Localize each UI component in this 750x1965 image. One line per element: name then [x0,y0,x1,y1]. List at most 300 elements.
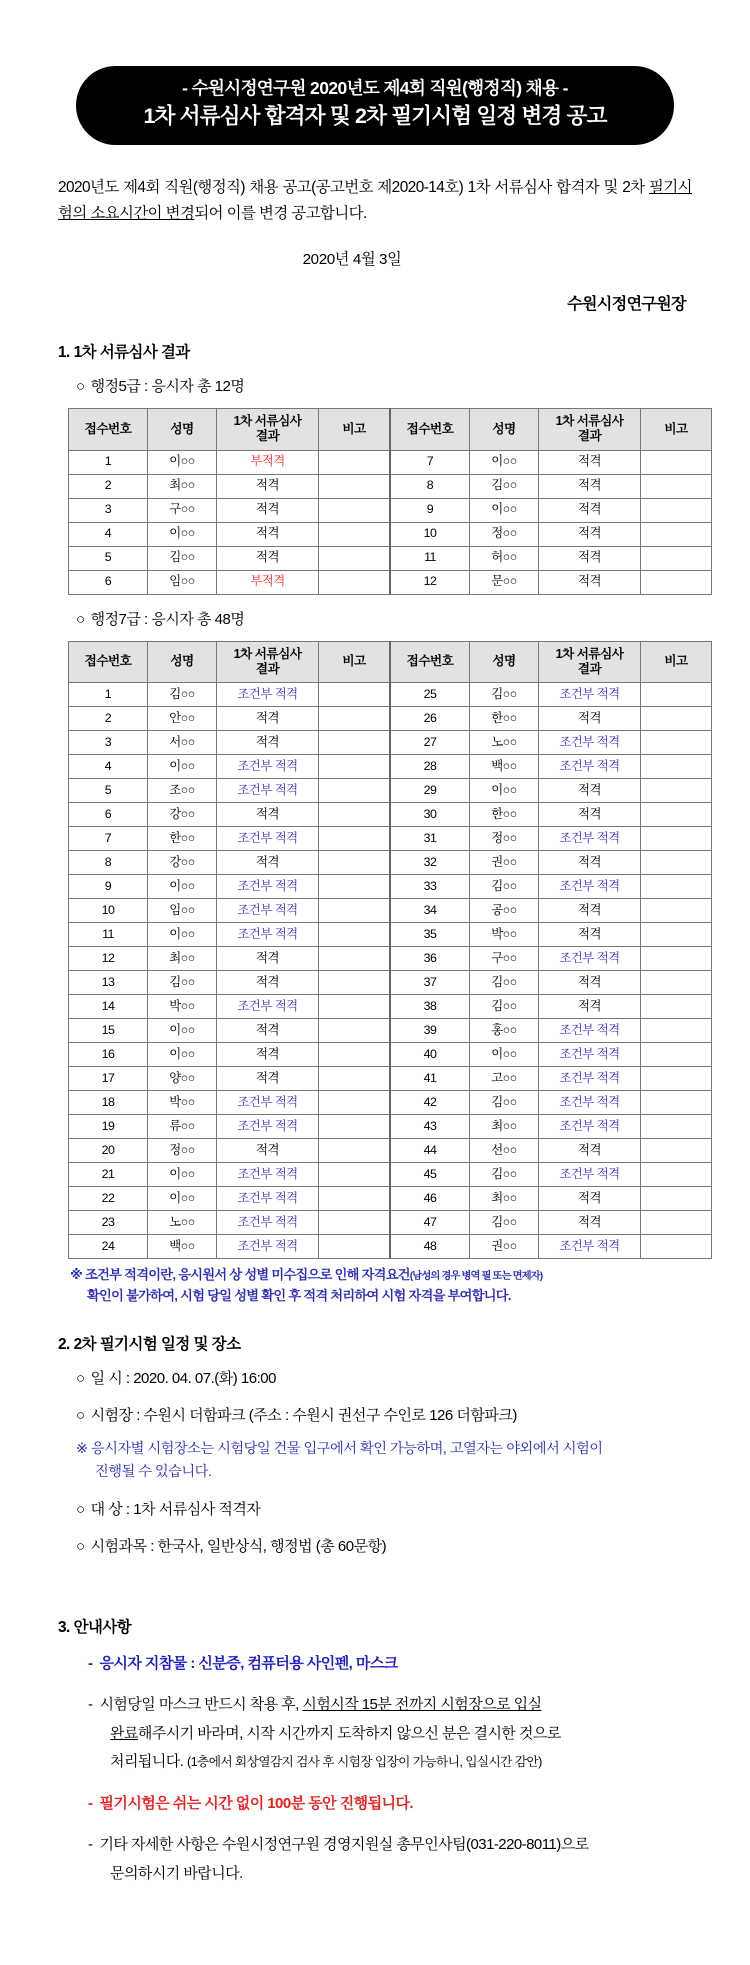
asterisk-mark-icon: ※ [70,1267,83,1283]
group-b-label-row [76,608,692,632]
cell-note-left [319,546,391,570]
issuing-organization: 수원시정연구원장 [567,295,686,313]
table-row [69,923,712,947]
cell-result-right: 조건부 적격 [539,1043,641,1067]
cell-result-left: 조건부 적격 [217,1235,319,1259]
cell-result-left: 조건부 적격 [217,683,319,707]
cell-receipt-no-left: 24 [69,1235,148,1259]
footnote-small-note: (남성의 경우 병역 필 또는 면제자) [409,1271,543,1283]
table-row [69,731,712,755]
cell-receipt-no-right: 35 [390,923,470,947]
cell-result-left: 적격 [217,731,319,755]
cell-name-left: 박○○ [148,995,217,1019]
cell-receipt-no-left: 4 [69,522,148,546]
cell-result-right: 적격 [539,707,641,731]
cell-note-left [319,827,391,851]
cell-note-right [641,1187,712,1211]
required-items-row [88,1650,692,1679]
cell-name-right: 박○○ [470,923,539,947]
cell-receipt-no-left: 15 [69,1019,148,1043]
cell-name-left: 임○○ [148,570,217,594]
cell-receipt-no-left: 6 [69,570,148,594]
cell-result-right: 조건부 적격 [539,875,641,899]
group-a-label-row [76,375,692,399]
banner-title: 1차 서류심사 합격자 및 2차 필기시험 일정 변경 공고 [143,104,607,129]
cell-name-right: 정○○ [470,522,539,546]
cell-name-left: 이○○ [148,875,217,899]
cell-name-right: 문○○ [470,570,539,594]
cell-name-left: 정○○ [148,1139,217,1163]
th-result-left-line2: 결과 [255,429,280,444]
cell-result-right: 조건부 적격 [539,683,641,707]
cell-note-right [641,683,712,707]
cell-note-left [319,899,391,923]
cell-name-left: 이○○ [148,522,217,546]
cell-receipt-no-right: 12 [390,570,470,594]
required-items-text: 응시자 지참물 : 신분증, 컴퓨터용 사인펜, 마스크 [99,1654,398,1672]
cell-receipt-no-right: 27 [390,731,470,755]
dash-bullet-icon: - [88,1836,93,1854]
cell-name-right: 선○○ [470,1139,539,1163]
cell-receipt-no-left: 1 [69,683,148,707]
entry-notice-third-line [88,1748,692,1777]
cell-result-left: 적격 [217,498,319,522]
table-row [69,803,712,827]
exam-subjects: 시험과목 : 한국사, 일반상식, 행정법 (총 60문항) [90,1537,387,1555]
cell-note-left [319,1235,391,1259]
cell-note-left [319,971,391,995]
cell-note-left [319,1187,391,1211]
table-header-row [69,641,712,683]
exam-venue-row [76,1404,692,1428]
cell-result-right: 조건부 적격 [539,1235,641,1259]
cell-result-right: 조건부 적격 [539,827,641,851]
cell-name-right: 김○○ [470,1091,539,1115]
circle-bullet-icon: ○ [76,377,85,395]
cell-receipt-no-right: 32 [390,851,470,875]
cell-result-left: 적격 [217,522,319,546]
th-result-left-line1: 1차 서류심사 [233,646,302,661]
intro-paragraph [58,175,692,228]
cell-note-left [319,1211,391,1235]
cell-name-left: 박○○ [148,1091,217,1115]
cell-note-right [641,827,712,851]
cell-result-right: 적격 [539,450,641,474]
cell-name-left: 강○○ [148,851,217,875]
cell-receipt-no-left: 5 [69,779,148,803]
cell-result-right: 적격 [539,474,641,498]
cell-result-left: 조건부 적격 [217,755,319,779]
cell-result-left: 조건부 적격 [217,1187,319,1211]
cell-receipt-no-right: 33 [390,875,470,899]
cell-note-left [319,755,391,779]
title-banner [76,66,674,145]
contact-line2: 문의하시기 바랍니다. [110,1864,243,1882]
cell-result-left: 조건부 적격 [217,1211,319,1235]
cell-note-right [641,1235,712,1259]
cell-receipt-no-right: 44 [390,1139,470,1163]
cell-result-left: 조건부 적격 [217,995,319,1019]
exam-datetime-row [76,1367,692,1391]
cell-note-left [319,474,391,498]
cell-result-right: 적격 [539,995,641,1019]
cell-result-left: 조건부 적격 [217,1163,319,1187]
entry-notice-underline1: 시험시작 15분 전까지 시험장으로 입실 [302,1696,542,1714]
cell-name-left: 강○○ [148,803,217,827]
contact-line1: 기타 자세한 사항은 수원시정연구원 경영지원실 총무인사팀(031-220-8011)으로 [99,1836,589,1854]
cell-receipt-no-right: 10 [390,522,470,546]
cell-name-right: 이○○ [470,498,539,522]
circle-bullet-icon: ○ [76,1500,85,1518]
cell-note-left [319,1091,391,1115]
cell-name-right: 정○○ [470,827,539,851]
cell-result-left: 조건부 적격 [217,779,319,803]
cell-name-right: 노○○ [470,731,539,755]
entry-time-notice-row [88,1691,692,1777]
cell-receipt-no-left: 1 [69,450,148,474]
cell-result-left: 적격 [217,803,319,827]
exam-target-row [76,1498,692,1522]
cell-receipt-no-right: 43 [390,1115,470,1139]
exam-subjects-row [76,1535,692,1559]
th-note-left: 비고 [319,408,391,450]
cell-result-left: 조건부 적격 [217,899,319,923]
cell-receipt-no-left: 11 [69,923,148,947]
th-receipt-no-right: 접수번호 [390,408,470,450]
cell-receipt-no-left: 8 [69,851,148,875]
table-row [69,1163,712,1187]
intro-text-part1: 2020년도 제4회 직원(행정직) 채용 공고(공고번호 제2020-14호) 1차 서류심사 합격자 및 2차 [58,178,650,196]
th-name-left: 성명 [148,641,217,683]
table-row [69,1139,712,1163]
cell-name-left: 이○○ [148,755,217,779]
cell-note-left [319,731,391,755]
th-result-right [539,408,641,450]
cell-result-left: 적격 [217,1139,319,1163]
th-receipt-no-right: 접수번호 [390,641,470,683]
cell-note-right [641,755,712,779]
exam-target: 대 상 : 1차 서류심사 적격자 [90,1500,261,1518]
cell-note-right [641,450,712,474]
cell-result-left: 적격 [217,851,319,875]
cell-note-right [641,1139,712,1163]
cell-receipt-no-right: 34 [390,899,470,923]
asterisk-mark-icon: ※ [76,1441,88,1458]
cell-note-left [319,570,391,594]
cell-result-right: 조건부 적격 [539,1115,641,1139]
cell-note-left [319,1115,391,1139]
cell-receipt-no-right: 11 [390,546,470,570]
cell-result-right: 적격 [539,923,641,947]
cell-result-right: 조건부 적격 [539,947,641,971]
venue-note [76,1438,692,1484]
cell-name-left: 김○○ [148,971,217,995]
cell-note-right [641,1019,712,1043]
th-result-right-line1: 1차 서류심사 [555,646,624,661]
section-spacer [58,1559,692,1589]
cell-result-right: 적격 [539,779,641,803]
cell-name-left: 이○○ [148,1187,217,1211]
cell-name-right: 허○○ [470,546,539,570]
cell-note-right [641,707,712,731]
cell-result-right: 조건부 적격 [539,731,641,755]
cell-result-right: 조건부 적격 [539,1091,641,1115]
cell-note-left [319,923,391,947]
cell-name-right: 공○○ [470,899,539,923]
table-row [69,1067,712,1091]
cell-name-left: 최○○ [148,947,217,971]
cell-name-left: 노○○ [148,1211,217,1235]
cell-receipt-no-left: 9 [69,875,148,899]
cell-name-left: 김○○ [148,546,217,570]
cell-receipt-no-left: 13 [69,971,148,995]
venue-note-line1: 응시자별 시험장소는 시험당일 건물 입구에서 확인 가능하며, 고열자는 야외에서 시험이 [90,1441,603,1458]
cell-name-left: 조○○ [148,779,217,803]
cell-receipt-no-right: 31 [390,827,470,851]
cell-receipt-no-left: 3 [69,731,148,755]
cell-name-right: 백○○ [470,755,539,779]
cell-note-right [641,803,712,827]
cell-receipt-no-left: 5 [69,546,148,570]
cell-receipt-no-right: 9 [390,498,470,522]
cell-receipt-no-right: 7 [390,450,470,474]
cell-note-right [641,947,712,971]
cell-result-left: 조건부 적격 [217,827,319,851]
cell-result-right: 적격 [539,570,641,594]
cell-receipt-no-right: 28 [390,755,470,779]
cell-note-left [319,995,391,1019]
cell-note-left [319,1163,391,1187]
cell-note-left [319,1067,391,1091]
cell-note-left [319,779,391,803]
cell-result-right: 적격 [539,899,641,923]
results-table-grade7 [68,641,712,1260]
cell-name-right: 구○○ [470,947,539,971]
intro-text-part2: 되어 이를 변경 공고합니다. [194,205,367,223]
table-row [69,450,712,474]
cell-result-left: 조건부 적격 [217,875,319,899]
exam-venue: 시험장 : 수원시 더함파크 (주소 : 수원시 권선구 수인로 126 더함파크) [90,1407,517,1425]
cell-note-right [641,522,712,546]
th-result-right-line2: 결과 [577,661,602,676]
cell-name-left: 이○○ [148,450,217,474]
cell-name-right: 권○○ [470,1235,539,1259]
table-row [69,995,712,1019]
entry-notice-second-line [88,1720,692,1749]
cell-note-right [641,1163,712,1187]
th-result-left-line2: 결과 [255,661,280,676]
section-2-title: 2. 2차 필기시험 일정 및 장소 [58,1336,241,1354]
th-note-left: 비고 [319,641,391,683]
cell-note-left [319,1139,391,1163]
cell-note-left [319,522,391,546]
th-receipt-no-left: 접수번호 [69,641,148,683]
cell-receipt-no-right: 8 [390,474,470,498]
table-row [69,570,712,594]
th-name-right: 성명 [470,408,539,450]
cell-result-left: 적격 [217,707,319,731]
cell-name-left: 양○○ [148,1067,217,1091]
cell-result-right: 적격 [539,971,641,995]
cell-receipt-no-left: 16 [69,1043,148,1067]
cell-name-left: 이○○ [148,1043,217,1067]
banner-subtitle: - 수원시정연구원 2020년도 제4회 직원(행정직) 채용 - [182,78,568,98]
cell-note-right [641,731,712,755]
cell-name-right: 이○○ [470,1043,539,1067]
cell-result-left: 적격 [217,546,319,570]
th-name-left: 성명 [148,408,217,450]
cell-note-right [641,1211,712,1235]
cell-name-right: 김○○ [470,1211,539,1235]
cell-name-left: 안○○ [148,707,217,731]
cell-name-left: 최○○ [148,474,217,498]
results-table-grade5 [68,408,712,595]
cell-receipt-no-right: 29 [390,779,470,803]
cell-result-left: 적격 [217,474,319,498]
cell-note-left [319,947,391,971]
dash-bullet-icon: - [88,1794,93,1812]
cell-receipt-no-right: 41 [390,1067,470,1091]
table-row [69,1211,712,1235]
announcement-date: 2020년 4월 3일 [302,250,402,268]
cell-result-left: 적격 [217,1067,319,1091]
cell-receipt-no-right: 40 [390,1043,470,1067]
footnote-text1: 조건부 적격이란, 응시원서 상 성별 미수집으로 인해 자격요건 [85,1267,410,1283]
cell-result-right: 조건부 적격 [539,1019,641,1043]
entry-notice-post: 처리됩니다. [110,1753,184,1771]
cell-note-left [319,450,391,474]
cell-result-left: 조건부 적격 [217,923,319,947]
cell-name-right: 고○○ [470,1067,539,1091]
cell-name-right: 최○○ [470,1115,539,1139]
th-result-left-line1: 1차 서류심사 [233,413,302,428]
cell-result-left: 적격 [217,1043,319,1067]
table-row [69,683,712,707]
cell-note-right [641,779,712,803]
cell-receipt-no-left: 2 [69,707,148,731]
cell-receipt-no-left: 3 [69,498,148,522]
cell-receipt-no-right: 26 [390,707,470,731]
cell-name-left: 임○○ [148,899,217,923]
cell-note-right [641,875,712,899]
cell-result-right: 적격 [539,498,641,522]
cell-name-right: 김○○ [470,875,539,899]
cell-result-right: 조건부 적격 [539,1163,641,1187]
cell-name-right: 이○○ [470,779,539,803]
cell-name-right: 김○○ [470,995,539,1019]
th-note-right: 비고 [641,641,712,683]
cell-note-left [319,803,391,827]
table-row [69,1235,712,1259]
cell-result-left: 적격 [217,947,319,971]
cell-note-right [641,474,712,498]
table-row [69,1043,712,1067]
cell-receipt-no-right: 48 [390,1235,470,1259]
th-name-right: 성명 [470,641,539,683]
cell-name-right: 김○○ [470,683,539,707]
cell-receipt-no-left: 19 [69,1115,148,1139]
table-row [69,474,712,498]
cell-name-right: 최○○ [470,1187,539,1211]
cell-receipt-no-left: 12 [69,947,148,971]
cell-note-right [641,546,712,570]
cell-receipt-no-right: 30 [390,803,470,827]
th-result-left [217,408,319,450]
table-row [69,851,712,875]
entry-notice-mid: 해주시기 바라며, 시작 시간까지 도착하지 않으신 분은 결시한 것으로 [137,1724,561,1742]
cell-name-right: 김○○ [470,1163,539,1187]
cell-note-left [319,707,391,731]
table-row [69,1091,712,1115]
cell-name-right: 홍○○ [470,1019,539,1043]
cell-receipt-no-right: 47 [390,1211,470,1235]
cell-receipt-no-left: 21 [69,1163,148,1187]
cell-receipt-no-left: 23 [69,1211,148,1235]
table-row [69,779,712,803]
cell-note-right [641,1091,712,1115]
cell-name-left: 서○○ [148,731,217,755]
section-3-title: 3. 안내사항 [58,1618,132,1636]
table-header-row [69,408,712,450]
cell-note-left [319,498,391,522]
cell-name-left: 이○○ [148,923,217,947]
cell-note-right [641,899,712,923]
dash-bullet-icon: - [88,1696,93,1714]
table-body-grade5 [69,450,712,594]
cell-result-left: 적격 [217,971,319,995]
cell-name-left: 류○○ [148,1115,217,1139]
cell-result-left: 조건부 적격 [217,1115,319,1139]
cell-result-right: 적격 [539,1139,641,1163]
cell-note-right [641,971,712,995]
contact-notice-row [88,1831,692,1888]
th-note-right: 비고 [641,408,712,450]
table-row [69,971,712,995]
cell-result-right: 적격 [539,1187,641,1211]
table-row [69,498,712,522]
cell-receipt-no-right: 37 [390,971,470,995]
cell-note-left [319,1019,391,1043]
cell-receipt-no-left: 7 [69,827,148,851]
cell-note-left [319,851,391,875]
cell-receipt-no-left: 20 [69,1139,148,1163]
exam-datetime: 일 시 : 2020. 04. 07.(화) 16:00 [90,1370,276,1388]
cell-name-left: 이○○ [148,1163,217,1187]
cell-note-left [319,875,391,899]
cell-receipt-no-right: 45 [390,1163,470,1187]
table-row [69,1115,712,1139]
cell-receipt-no-right: 42 [390,1091,470,1115]
cell-name-right: 권○○ [470,851,539,875]
cell-result-right: 적격 [539,522,641,546]
table-body-grade7 [69,683,712,1259]
cell-result-left: 부적격 [217,570,319,594]
cell-result-left: 조건부 적격 [217,1091,319,1115]
table-row [69,827,712,851]
table-row [69,522,712,546]
table-row [69,755,712,779]
cell-receipt-no-left: 10 [69,899,148,923]
cell-note-right [641,570,712,594]
cell-name-right: 한○○ [470,707,539,731]
table-row [69,546,712,570]
section-1-title: 1. 1차 서류심사 결과 [58,343,190,361]
cell-receipt-no-left: 6 [69,803,148,827]
cell-note-right [641,923,712,947]
group-b-label: 행정7급 : 응시자 총 48명 [90,610,245,628]
table-row [69,707,712,731]
cell-receipt-no-left: 22 [69,1187,148,1211]
